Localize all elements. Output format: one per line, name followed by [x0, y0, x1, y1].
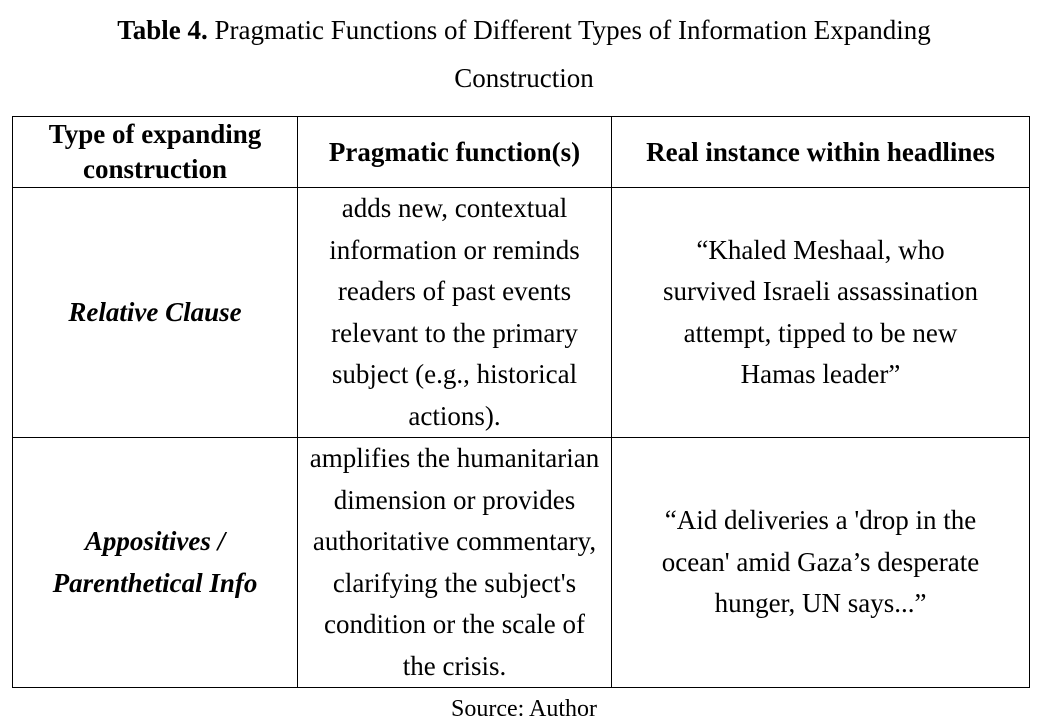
instance-text: “Aid deliveries a 'drop in the ocean' amid Gaza’s desperate hunger, UN says...” [661, 505, 980, 619]
table-title: Pragmatic Functions of Different Types of Information Expanding [214, 15, 931, 45]
type-cell: Appositives / Parenthetical Info [13, 438, 298, 688]
function-cell [298, 438, 612, 688]
header-type: Type of expanding construction [13, 117, 298, 188]
pragmatic-functions-table [12, 116, 1030, 688]
table-row [13, 188, 1030, 438]
table-header-row [13, 117, 1030, 188]
instance-cell [612, 188, 1030, 438]
instance-cell [612, 438, 1030, 688]
table-caption [0, 6, 1048, 102]
type-cell: Relative Clause [13, 188, 298, 438]
function-cell [298, 188, 612, 438]
table-title-continued: Construction [454, 63, 594, 93]
table-label: Table 4. [117, 15, 208, 45]
function-text: adds new, contextual information or reminds readers of past events relevant to the primary subject (e.g., historical actions). [329, 193, 580, 431]
header-instance: Real instance within headlines [612, 117, 1030, 188]
function-text: amplifies the humanitarian dimension or provides authoritative commentary, clarifying the subject's condition or the scale of the crisis. [309, 443, 600, 681]
table-row [13, 438, 1030, 688]
instance-text: “Khaled Meshaal, who survived Israeli assassination attempt, tipped to be new Hamas leader” [663, 234, 978, 389]
source-note: Source: Author [451, 696, 597, 722]
header-function: Pragmatic function(s) [298, 117, 612, 188]
